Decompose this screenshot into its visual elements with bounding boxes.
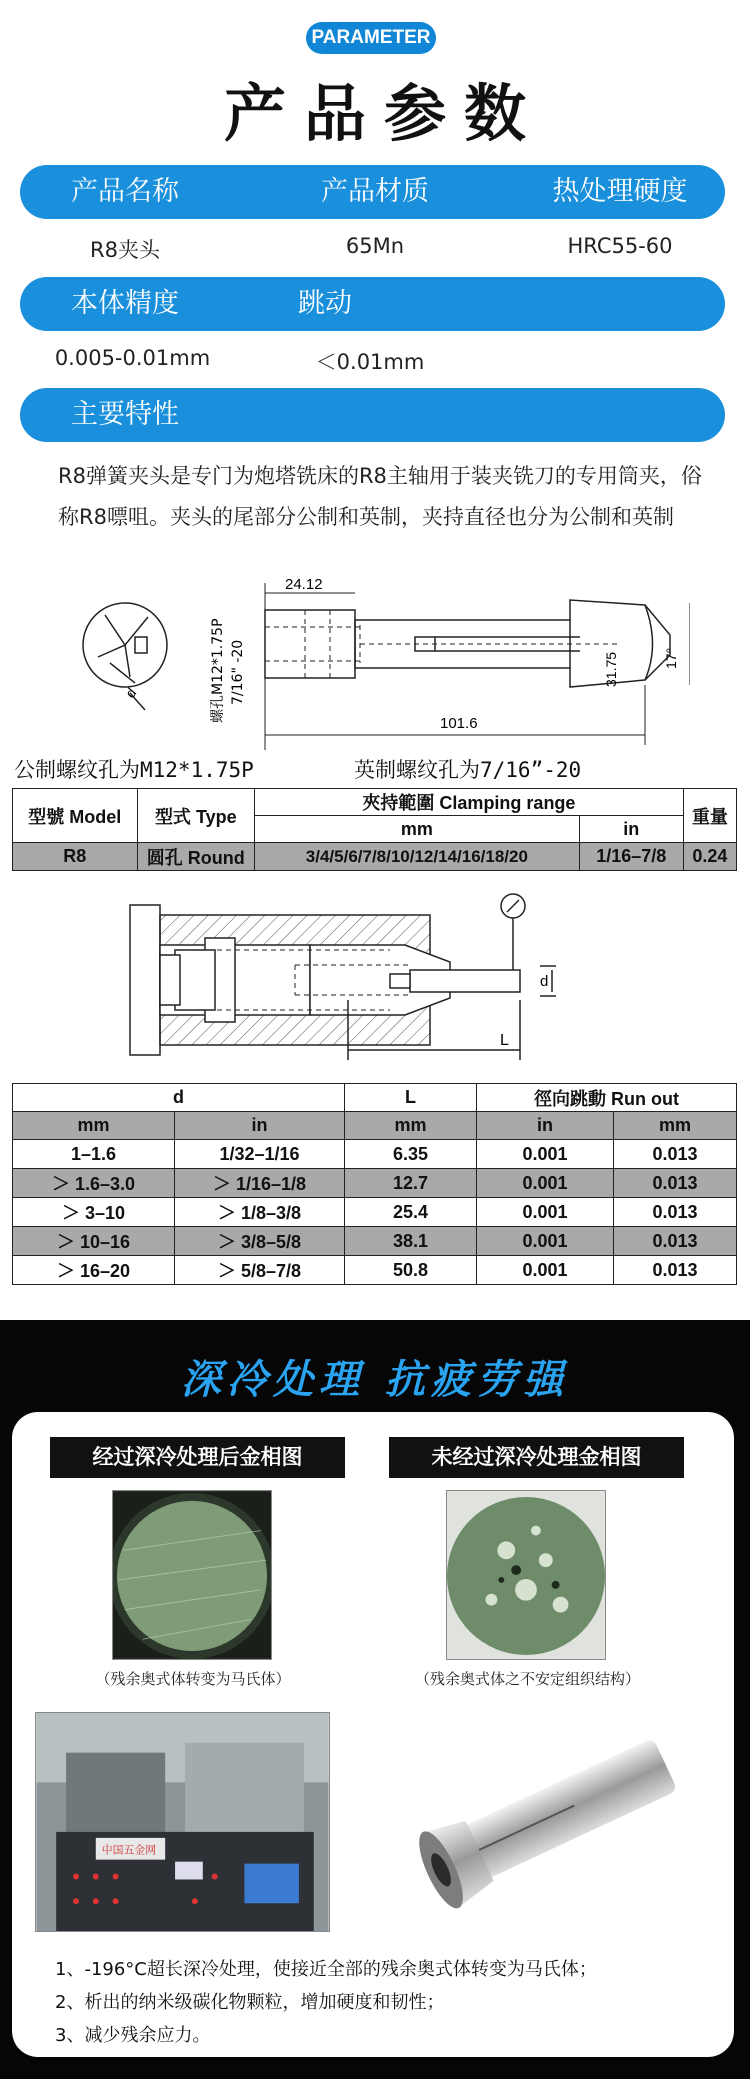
- cell-d-in: ＞ 3/8–5/8: [175, 1227, 345, 1256]
- spec-header-bar-1: [20, 165, 725, 219]
- value-product-name: R8夹头: [90, 238, 160, 262]
- th-unit: in: [477, 1112, 614, 1140]
- cell-L: 6.35: [345, 1140, 477, 1169]
- cell-weight: 0.24: [683, 843, 736, 871]
- th-weight: 重量: [683, 789, 736, 843]
- table-row: [13, 1198, 737, 1227]
- table-row: [13, 1140, 737, 1169]
- factory-equipment-image: [35, 1712, 330, 1932]
- cell-L: 38.1: [345, 1227, 477, 1256]
- cell-runout-in: 0.001: [477, 1256, 614, 1285]
- note-1: 1、-196°C超长深冷处理，使接近全部的残余奥式体转变为马氏体；: [55, 1959, 597, 1980]
- cell-runout-mm: 0.013: [614, 1227, 737, 1256]
- cell-range-in: 1/16–7/8: [579, 843, 683, 871]
- cell-d-mm: ＞ 16–20: [13, 1256, 175, 1285]
- header-material: 产品材质: [321, 176, 429, 207]
- table-row: [13, 1169, 737, 1198]
- header-hardness: 热处理硬度: [552, 176, 688, 207]
- value-precision: 0.005-0.01mm: [54, 346, 211, 370]
- cell-d-mm: ＞ 1.6–3.0: [13, 1169, 175, 1198]
- units-row: [13, 1112, 737, 1140]
- thread-imperial-label: 7/16" -20: [230, 639, 246, 705]
- th-type: 型式 Type: [137, 789, 254, 843]
- runout-table: [12, 1083, 737, 1285]
- runout-test-drawing: [120, 890, 640, 1070]
- header-features: 主要特性: [71, 399, 179, 430]
- header-product-name: 产品名称: [71, 176, 179, 207]
- cell-d-in: ＞ 1/8–3/8: [175, 1198, 345, 1227]
- caption-before: （残余奥式体之不安定组织结构）: [414, 1670, 640, 1688]
- th-mm: mm: [255, 816, 580, 843]
- cell-d-in: 1/32–1/16: [175, 1140, 345, 1169]
- caption-after: （残余奥式体转变为马氏体）: [95, 1670, 291, 1688]
- dim-24-12: 24.12: [285, 576, 323, 593]
- dim-d-label: d: [122, 684, 140, 701]
- th-unit: mm: [13, 1112, 175, 1140]
- cell-d-mm: ＞ 3–10: [13, 1198, 175, 1227]
- header-runout: 跳动: [298, 288, 352, 319]
- cell-runout-in: 0.001: [477, 1169, 614, 1198]
- cell-L: 50.8: [345, 1256, 477, 1285]
- caption-metric-thread: 公制螺纹孔为M12*1.75P: [14, 758, 254, 782]
- parameter-badge: PARAMETER: [306, 22, 436, 54]
- r8-collet-image: [398, 1700, 698, 1935]
- th-model: 型號 Model: [13, 789, 138, 843]
- th-in: in: [579, 816, 683, 843]
- cell-runout-mm: 0.013: [614, 1256, 737, 1285]
- cell-runout-in: 0.001: [477, 1198, 614, 1227]
- header-precision: 本体精度: [71, 288, 179, 319]
- dim-31-75: 31.75: [603, 651, 619, 687]
- thread-metric-label: 螺孔M12*1.75P: [210, 618, 226, 723]
- label-after-treatment: 经过深冷处理后金相图: [50, 1437, 345, 1478]
- value-runout: ＜0.01mm: [315, 350, 425, 374]
- dim-d: d: [540, 973, 549, 990]
- angle-17: 17°: [663, 647, 679, 669]
- cell-d-mm: ＞ 10–16: [13, 1227, 175, 1256]
- th-L: L: [345, 1084, 477, 1112]
- dim-L: L: [500, 1032, 509, 1049]
- value-material: 65Mn: [345, 234, 405, 258]
- cell-d-mm: 1–1.6: [13, 1140, 175, 1169]
- cell-runout-in: 0.001: [477, 1140, 614, 1169]
- th-unit: mm: [345, 1112, 477, 1140]
- features-description: R8弹簧夹头是专门为炮塔铣床的R8主轴用于装夹铣刀的专用筒夹，俗称R8嘌咀。夹头的尾部分公制和英制，夹持直径也分为公制和英制: [58, 464, 702, 529]
- cell-runout-mm: 0.013: [614, 1140, 737, 1169]
- table-row: [13, 1256, 737, 1285]
- cell-L: 25.4: [345, 1198, 477, 1227]
- cell-runout-in: 0.001: [477, 1227, 614, 1256]
- features-header-bar: [20, 388, 725, 442]
- note-2: 2、析出的纳米级碳化物颗粒，增加硬度和韧性；: [55, 1992, 445, 2013]
- table-row: [13, 1227, 737, 1256]
- cell-runout-mm: 0.013: [614, 1169, 737, 1198]
- dim-101-6: 101.6: [440, 715, 478, 732]
- th-clamping-range: 夾持範圍 Clamping range: [255, 789, 684, 816]
- note-3: 3、减少残余应力。: [55, 2025, 211, 2046]
- collet-dimension-drawing: [60, 575, 690, 750]
- cell-model: R8: [13, 843, 138, 871]
- value-hardness: HRC55-60: [567, 234, 673, 258]
- th-unit: mm: [614, 1112, 737, 1140]
- micrograph-after-image: [112, 1490, 272, 1660]
- th-unit: in: [175, 1112, 345, 1140]
- cell-type: 圆孔 Round: [137, 843, 254, 871]
- cell-L: 12.7: [345, 1169, 477, 1198]
- label-without-treatment: 未经过深冷处理金相图: [389, 1437, 684, 1478]
- th-runout: 徑向跳動 Run out: [477, 1084, 737, 1112]
- clamping-range-table: [12, 788, 737, 871]
- cell-d-in: ＞ 5/8–7/8: [175, 1256, 345, 1285]
- cryogenic-slogan: 深冷处理 抗疲劳强: [181, 1357, 569, 1403]
- page-title: 产品参数: [223, 77, 544, 150]
- micrograph-before-image: [446, 1490, 606, 1660]
- th-d: d: [13, 1084, 345, 1112]
- cell-range-mm: 3/4/5/6/7/8/10/12/14/16/18/20: [255, 843, 580, 871]
- table-row: [13, 843, 737, 871]
- cell-d-in: ＞ 1/16–1/8: [175, 1169, 345, 1198]
- cell-runout-mm: 0.013: [614, 1198, 737, 1227]
- logo-text: 中国五金网: [101, 1843, 157, 1857]
- caption-imperial-thread: 英制螺纹孔为7/16”-20: [354, 758, 582, 782]
- cryogenic-notes: [55, 1953, 597, 2052]
- spec-header-bar-2: [20, 277, 725, 331]
